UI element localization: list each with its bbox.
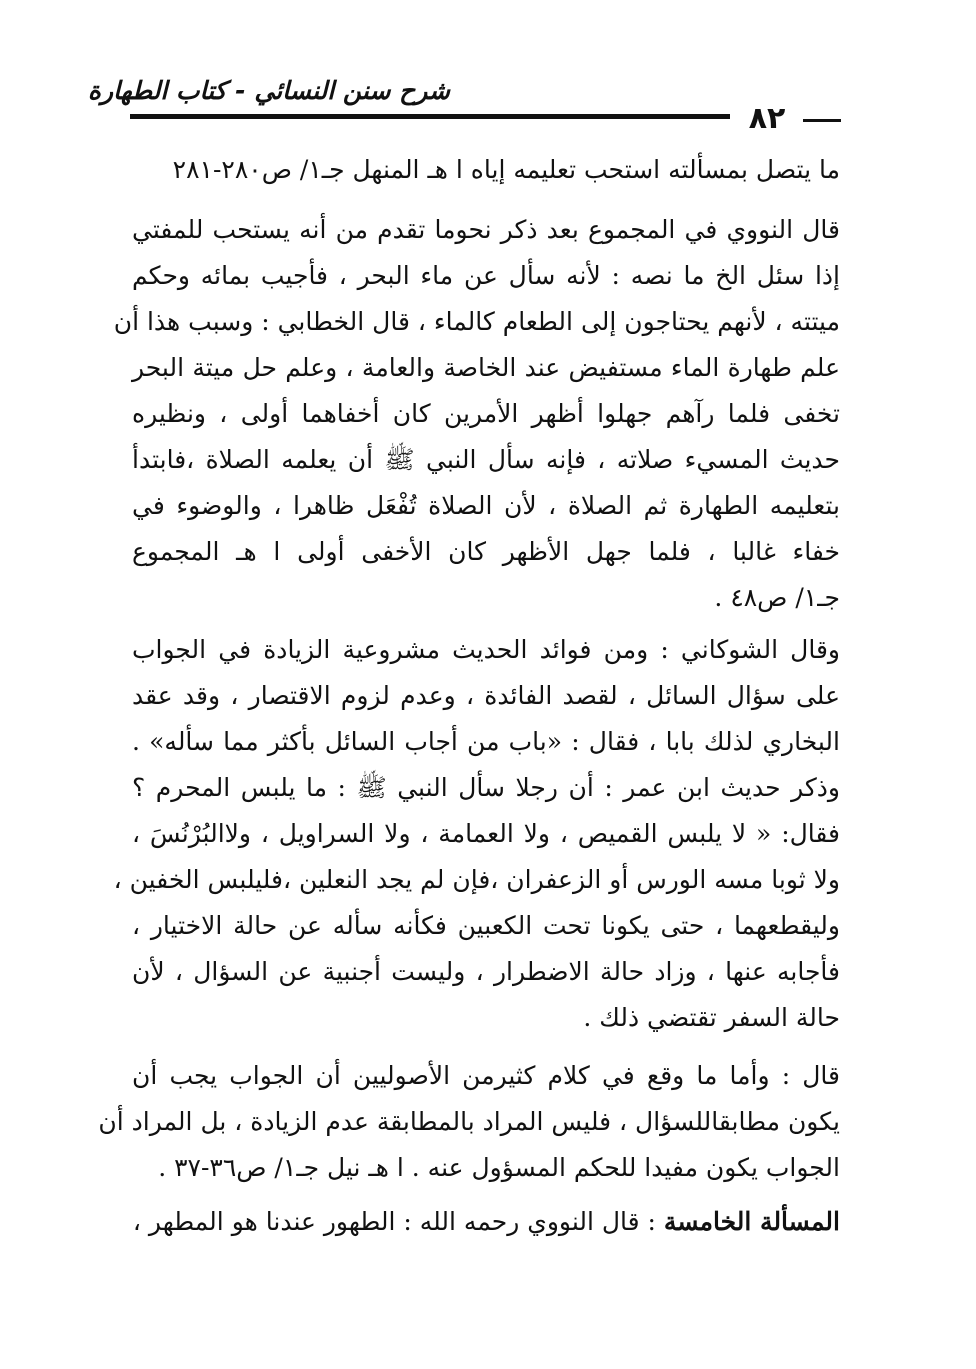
- page-number: ٨٢: [748, 101, 786, 136]
- text-line: البخاري لذلك بابا ، فقال : «باب من أجاب السائل بأكثر مما سأله» .: [132, 727, 840, 756]
- text-line: الجواب يكون مفيدا للحكم المسؤول عنه . ا هـ نيل جـ١/ ص٣٦-٣٧ .: [158, 1153, 840, 1182]
- running-header-title: شرح سنن النسائي - كتاب الطهارة: [87, 76, 450, 105]
- text-line: تخفى فلما رآهم جهلوا أظهر الأمرين كان أخفاهما أولى ، ونظيره: [132, 399, 840, 428]
- text-line: خفاء غالبا ، فلما جهل الأظهر كان الأخفى أولى ا هـ المجموع: [132, 537, 840, 566]
- header-rule: [130, 114, 730, 119]
- text-line: قال : وأما ما وقع في كلام كثيرمن الأصوليين أن الجواب يجب أن: [132, 1061, 840, 1090]
- text-line: فأجابه عنها ، وزاد حالة الاضطرار ، وليست أجنبية عن السؤال ، لأن: [132, 957, 840, 986]
- text-line: وذكر حديث ابن عمر : أن رجلا سأل النبي ﷺ : ما يلبس المحرم ؟: [132, 773, 840, 802]
- text-line: جـ١/ ص٤٨ .: [714, 583, 840, 612]
- text-line: بتعليمه الطهارة ثم الصلاة ، لأن الصلاة تُفْعَل ظاهرا ، والوضوء في: [132, 491, 840, 520]
- text-line: ميتته ، لأنهم يحتاجون إلى الطعام كالماء ، قال الخطابي : وسبب هذا أن: [113, 307, 840, 336]
- text-line: يكون مطابقاللسؤال ، فليس المراد بالمطابقة عدم الزيادة ، بل المراد أن: [98, 1107, 840, 1136]
- text-line: حديث المسيء صلاته ، فإنه سأل النبي ﷺ أن يعلمه الصلاة ،فابتدأ: [132, 445, 840, 474]
- text-line: [132, 1199, 840, 1245]
- section-text: : قال النووي رحمه الله : الطهور عندنا هو المطهر ،: [132, 1207, 664, 1236]
- text-line: حالة السفر تقتضي ذلك .: [583, 1003, 840, 1032]
- text-line: علم طهارة الماء مستفيض عند الخاصة والعامة ، وعلم حل ميتة البحر: [132, 353, 840, 382]
- text-line: ما يتصل بمسألته استحب تعليمه إياه ا هـ المنهل جـ١/ ص٢٨٠-٢٨١: [172, 155, 840, 184]
- text-line: إذا سئل الخ ما نصه : لأنه سأل عن ماء البحر ، فأجيب بمائه وحكم: [132, 261, 840, 290]
- text-line: ولا ثوبا مسه الورس أو الزعفران ،فإن لم يجد النعلين ،فليلبس الخفين ،: [113, 865, 840, 894]
- text-line: قال النووي في المجموع بعد ذكر نحوما تقدم من أنه يستحب للمفتي: [132, 215, 840, 244]
- text-line: وقال الشوكاني : ومن فوائد الحديث مشروعية الزيادة في الجواب: [132, 635, 840, 664]
- text-line: فقال: « لا يلبس القميص ، ولا العمامة ، ولا السراويل ، ولاالبُرْنُسَ ،: [132, 819, 841, 848]
- text-line: على سؤال السائل ، لقصد الفائدة ، وعدم لزوم الاقتصار ، وقد عقد: [132, 681, 840, 710]
- text-line: وليقطعهما ، حتى يكونا تحت الكعبين فكأنه سأله عن حالة الاختيار ،: [132, 911, 840, 940]
- section-label: المسألة الخامسة: [663, 1207, 840, 1236]
- page-number-rule: [803, 119, 841, 122]
